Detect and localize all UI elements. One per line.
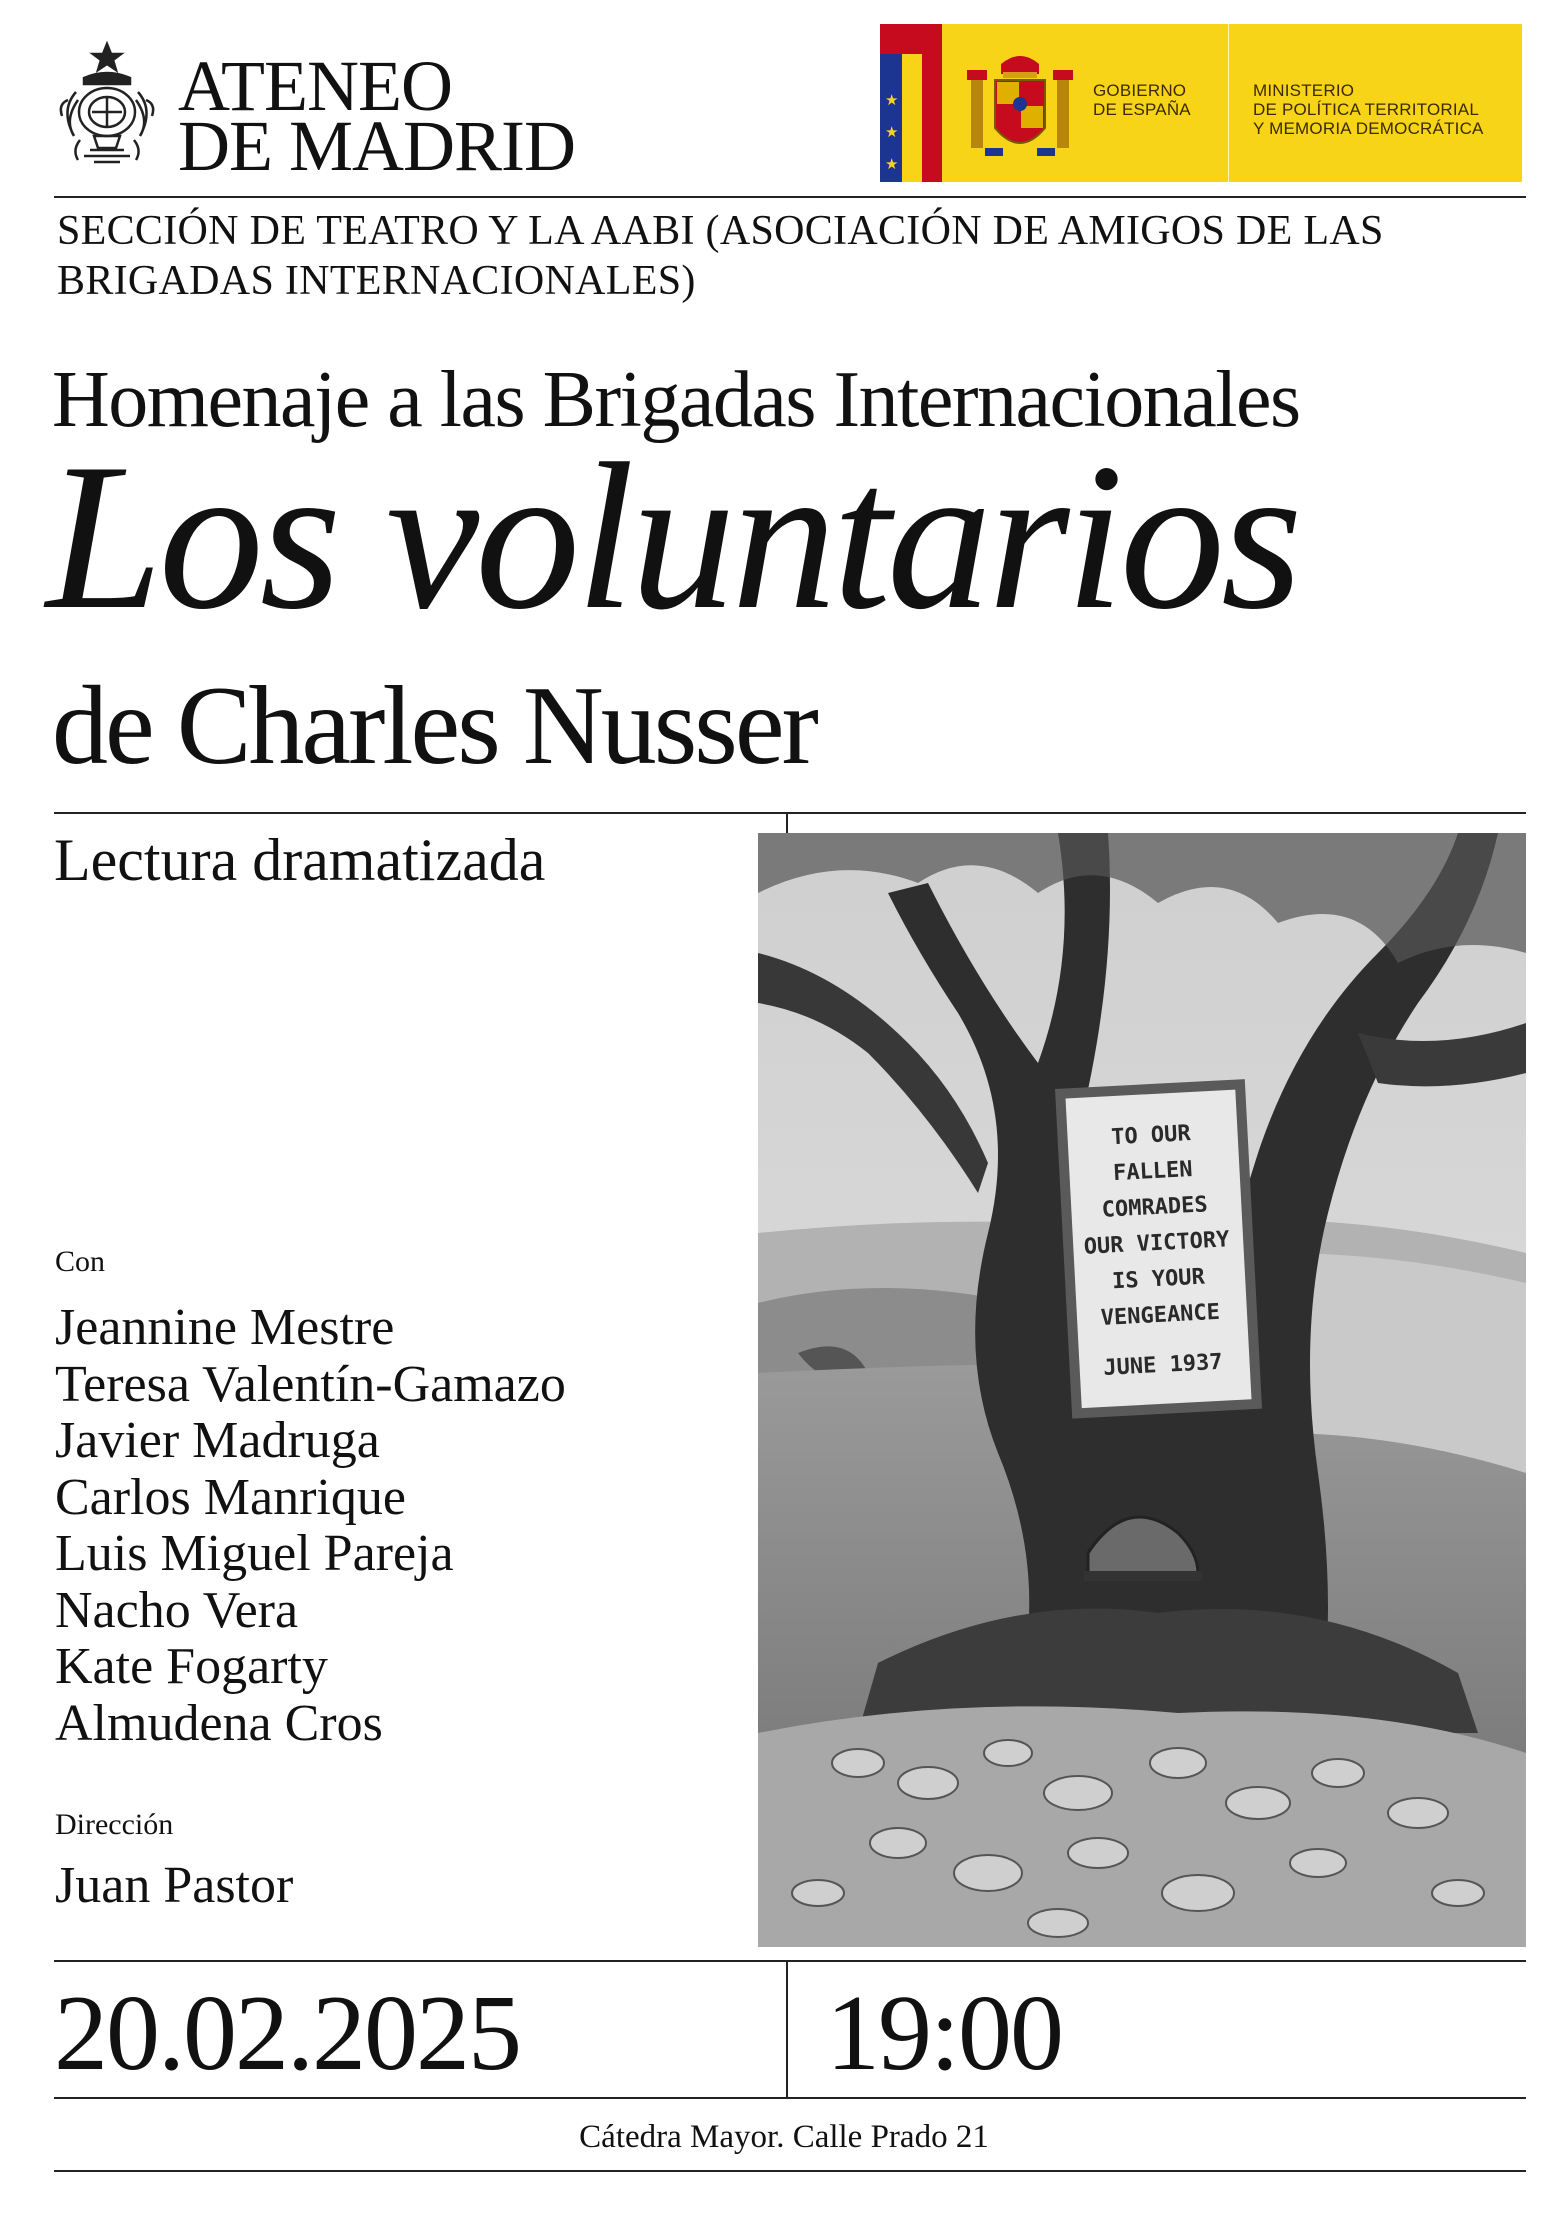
memorial-photo [758,833,1526,1947]
ministry-line1: MINISTERIO [1253,81,1355,100]
flag-yellow-band [902,54,922,182]
event-date: 20.02.2025 [54,1974,520,2093]
sign-line: VENGEANCE [1100,1299,1221,1332]
title-divider [54,812,1526,814]
institution-name-line1: ATENEO [178,46,452,126]
play-title: Los voluntarios [46,421,1299,653]
flag-red-band [880,24,942,54]
datetime-top-divider [54,1960,1526,1962]
star-icon: ★ [885,157,899,173]
star-icon: ★ [885,93,899,109]
institution-name-line2: DE MADRID [178,106,575,186]
government-logo [880,24,1522,182]
government-line2: DE ESPAÑA [1093,100,1191,119]
cast-member: Carlos Manrique [55,1468,406,1526]
sign-line: TO OUR FALLEN [1110,1121,1194,1187]
cast-label: Con [55,1245,106,1278]
cast-member: Almudena Cros [55,1694,383,1752]
cast-member: Kate Fogarty [55,1638,328,1695]
flag-red-band [922,54,942,182]
footer-divider [54,2170,1526,2172]
datetime-column-divider [786,1960,788,2098]
director-name: Juan Pastor [55,1857,294,1914]
ateneo-crest-logo [54,40,160,170]
column-divider-top [786,812,788,834]
government-divider [1228,24,1229,182]
section-heading: SECCIÓN DE TEATRO Y LA AABI (ASOCIACIÓN DE AMIGOS DE LAS BRIGADAS INTERNACIONALES) [57,208,1384,304]
government-line1: GOBIERNO [1093,81,1187,100]
ministry-line2: DE POLÍTICA TERRITORIAL [1253,100,1479,119]
datetime-bottom-divider [54,2097,1526,2099]
sign-line: JUNE 1937 [1102,1349,1224,1381]
eu-stripe [880,54,902,182]
event-time: 19:00 [826,1974,1063,2093]
cast-member: Javier Madruga [55,1412,380,1469]
header-divider [54,196,1526,198]
event-venue: Cátedra Mayor. Calle Prado 21 [579,2119,989,2155]
event-format: Lectura dramatizada [54,827,546,893]
cast-member: Nacho Vera [55,1581,299,1639]
sign-line: OUR VICTORY [1083,1227,1231,1260]
ministry-line3: Y MEMORIA DEMOCRÁTICA [1253,119,1484,138]
cast-member: Teresa Valentín-Gamazo [55,1355,566,1413]
coat-of-arms-icon [965,48,1075,168]
event-subtitle: Homenaje a las Brigadas Internacionales [52,356,1300,444]
sign-line: IS YOUR [1111,1264,1206,1295]
play-author: de Charles Nusser [52,664,816,788]
memorial-sign [1065,1114,1249,1389]
cast-member: Luis Miguel Pareja [55,1525,454,1582]
direction-label: Dirección [55,1808,174,1841]
star-icon: ★ [885,125,899,141]
cast-member: Jeannine Mestre [55,1299,395,1356]
sign-line: COMRADES [1101,1192,1209,1223]
cast-list [55,1300,566,1752]
